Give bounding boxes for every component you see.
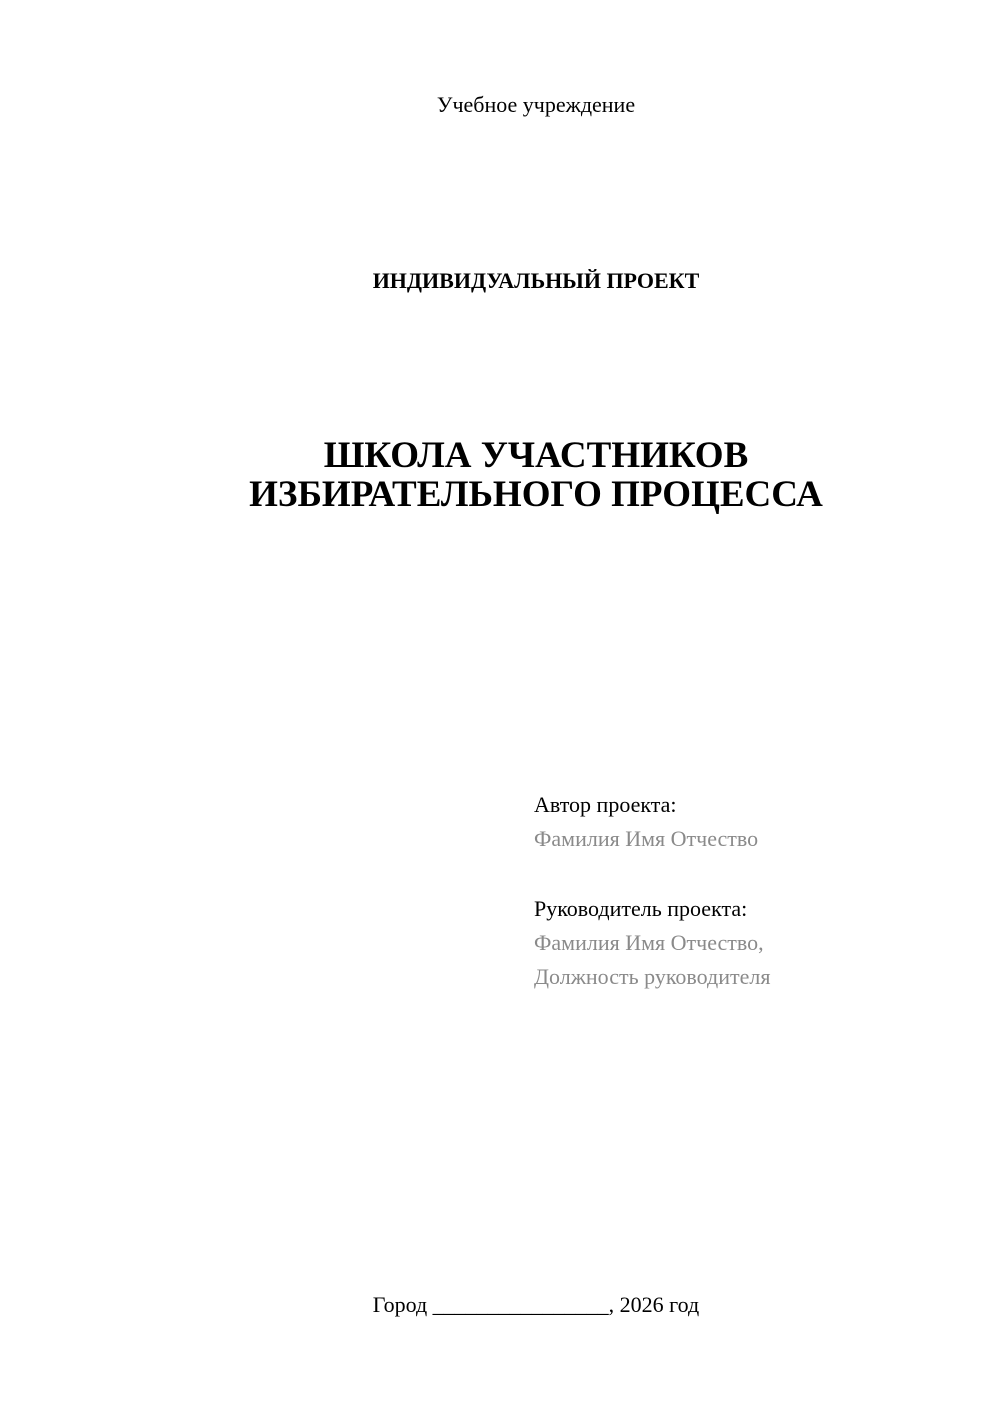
project-title-line-1: ШКОЛА УЧАСТНИКОВ	[323, 435, 749, 476]
project-info-block	[534, 788, 974, 994]
author-name: Фамилия Имя Отчество	[534, 826, 759, 851]
spacer	[534, 856, 974, 892]
supervisor-name: Фамилия Имя Отчество,	[534, 930, 764, 955]
project-title-line-2: ИЗБИРАТЕЛЬНОГО ПРОЦЕССА	[249, 474, 823, 515]
author-label: Автор проекта:	[534, 792, 677, 817]
supervisor-position: Должность руководителя	[534, 964, 771, 989]
institution-name: Учебное учреждение	[436, 92, 636, 117]
supervisor-label: Руководитель проекта:	[534, 896, 748, 921]
project-type-heading: ИНДИВИДУАЛЬНЫЙ ПРОЕКТ	[372, 268, 700, 293]
city-year-line: Город ________________, 2026 год	[372, 1292, 700, 1317]
project-title	[0, 436, 1000, 514]
